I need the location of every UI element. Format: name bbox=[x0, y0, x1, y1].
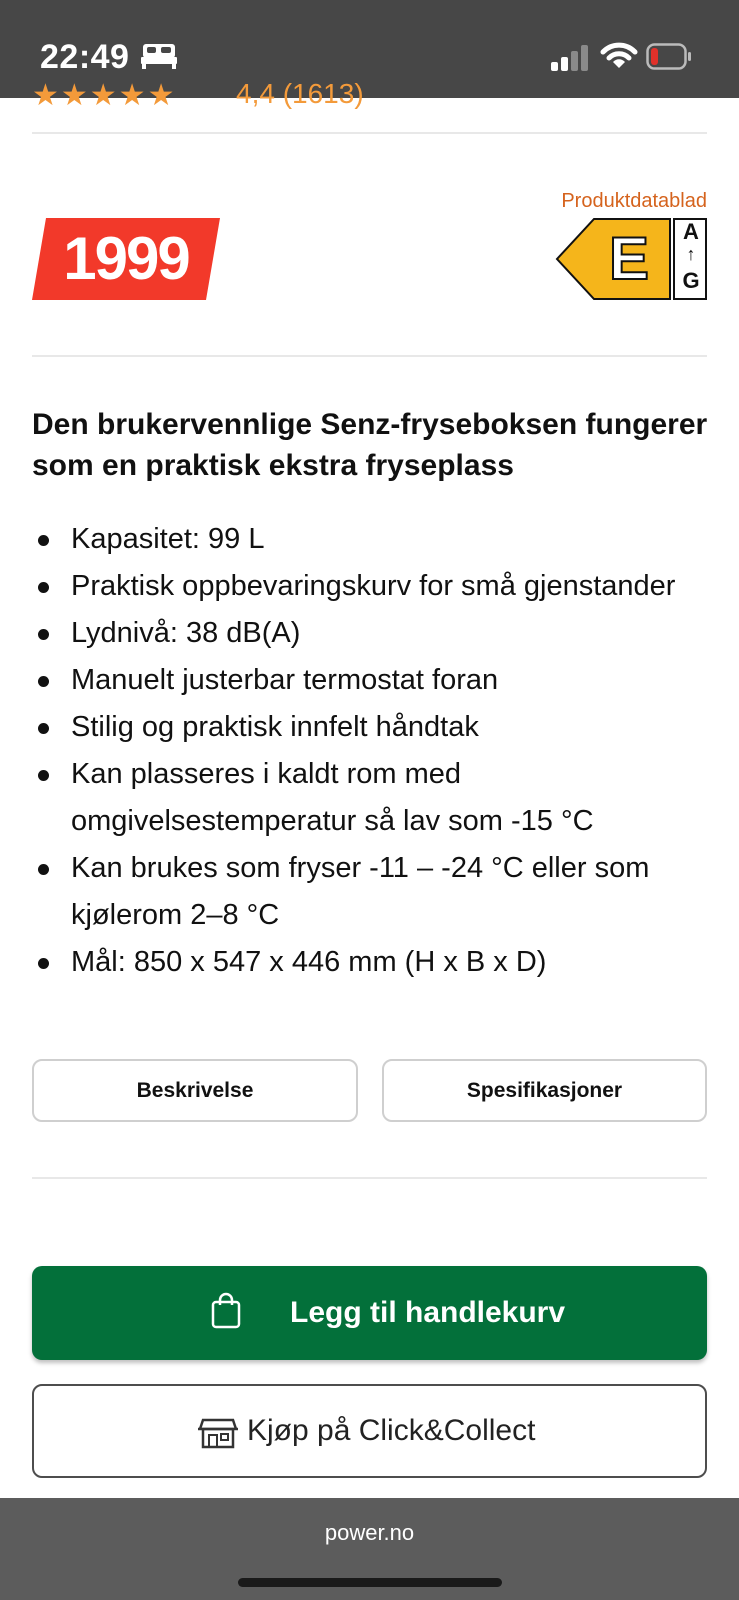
feature-item: Kapasitet: 99 L bbox=[32, 516, 712, 563]
rating-count: 4,4 (1613) bbox=[236, 78, 364, 109]
battery-icon bbox=[646, 42, 692, 77]
feature-item: Praktisk oppbevaringskurv for små gjenstander bbox=[32, 563, 712, 610]
feature-item: Lydnivå: 38 dB(A) bbox=[32, 610, 712, 657]
price-value: 1999 bbox=[63, 225, 189, 292]
energy-scale bbox=[676, 220, 706, 298]
energy-class: E bbox=[608, 225, 650, 292]
add-to-cart-button[interactable] bbox=[32, 1266, 707, 1360]
rating-row bbox=[32, 78, 432, 112]
signal-icon bbox=[551, 44, 591, 77]
click-collect-label: Kjøp på Click&Collect bbox=[247, 1414, 536, 1447]
add-to-cart-label: Legg til handlekurv bbox=[290, 1296, 566, 1329]
product-datasheet-link[interactable]: Produktdatablad bbox=[561, 190, 707, 212]
feature-item: Kan plasseres i kaldt rom med omgivelsestemperatur så lav som -15 °C bbox=[32, 751, 712, 845]
price-tag bbox=[32, 218, 220, 300]
status-time: 22:49 bbox=[40, 38, 130, 76]
shopping-bag-icon bbox=[211, 1293, 241, 1334]
feature-item: Manuelt justerbar termostat foran bbox=[32, 657, 712, 704]
feature-list bbox=[32, 516, 712, 986]
energy-scale-top: A bbox=[683, 219, 699, 244]
specifications-tab-button[interactable]: Spesifikasjoner bbox=[382, 1059, 707, 1122]
home-indicator[interactable] bbox=[238, 1578, 502, 1587]
feature-item: Stilig og praktisk innfelt håndtak bbox=[32, 704, 712, 751]
bed-icon bbox=[141, 42, 177, 75]
address-bar[interactable]: power.no bbox=[324, 1520, 415, 1545]
browser-bottom-bar bbox=[0, 1498, 739, 1600]
star-rating-icon: ★★★★★ bbox=[32, 79, 177, 112]
feature-item: Kan brukes som fryser -11 – -24 °C eller som kjølerom 2–8 °C bbox=[32, 845, 712, 939]
divider bbox=[32, 355, 707, 357]
store-icon bbox=[197, 1417, 239, 1454]
divider bbox=[32, 1177, 707, 1179]
feature-item: Mål: 850 x 547 x 446 mm (H x B x D) bbox=[32, 939, 712, 986]
arrow-up-icon: ↑ bbox=[686, 244, 696, 264]
wifi-icon bbox=[601, 42, 637, 75]
divider bbox=[32, 132, 707, 134]
product-headline: Den brukervennlige Senz-fryseboksen fungerer som en praktisk ekstra fryseplass bbox=[32, 408, 708, 482]
click-collect-button[interactable] bbox=[32, 1384, 707, 1478]
description-tab-button[interactable]: Beskrivelse bbox=[32, 1059, 358, 1122]
energy-scale-bottom: G bbox=[682, 268, 700, 293]
